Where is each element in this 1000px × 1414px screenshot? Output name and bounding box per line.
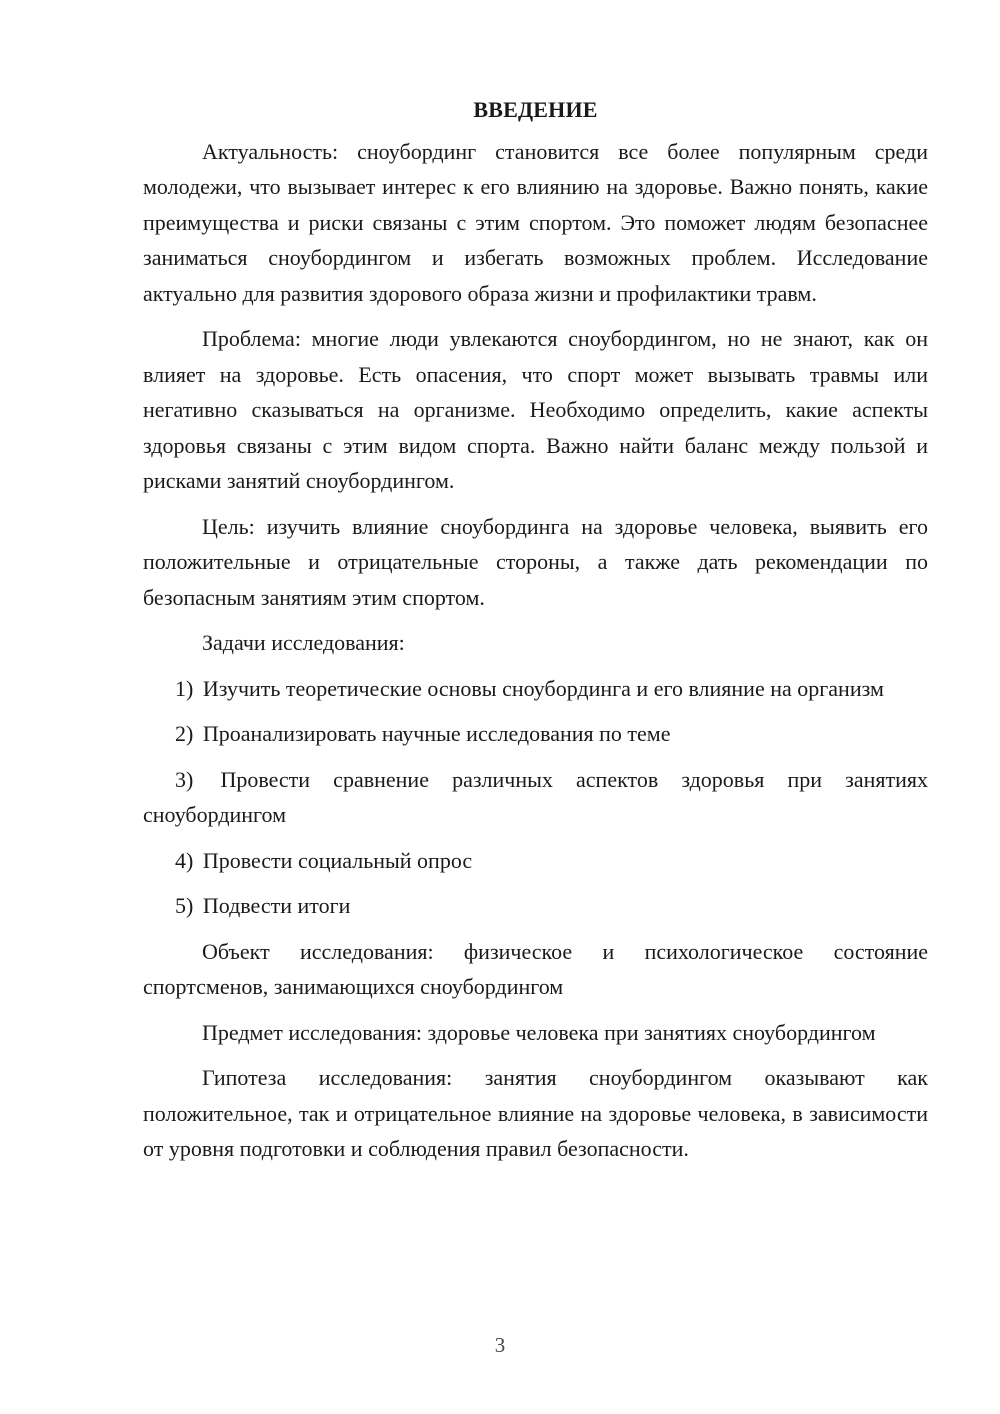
tasks-heading: Задачи исследования: — [202, 630, 405, 655]
list-item — [143, 671, 928, 707]
section-title: ВВЕДЕНИЕ — [473, 97, 598, 122]
list-item-number: 5) — [175, 893, 194, 918]
tasks-list — [143, 671, 928, 924]
problem-paragraph: Проблема: многие люди увлекаются сноубордингом, но не знают, как он влияет на здоровье. Есть опасения, что спорт может вызывать травмы или негативно сказываться на организме. Необходимо определить, какие аспекты здоровья связаны с этим видом спорта. Важно найти баланс между пользой и рисками занятий сноубордингом. — [143, 326, 928, 493]
hypothesis-paragraph: Гипотеза исследования: занятия сноубордингом оказывают как положительное, так и отрицательное влияние на здоровье человека, в зависимости от уровня подготовки и соблюдения правил безопасности. — [143, 1065, 928, 1161]
list-item-text: Провести сравнение различных аспектов здоровья при занятиях сноубордингом — [143, 766, 928, 827]
relevance-paragraph: Актуальность: сноубординг становится все более популярным среди молодежи, что вызывает интерес к его влиянию на здоровье. Важно понять, какие преимущества и риски связаны с этим спортом. Это поможет людям безопаснее заниматься сноубордингом и избегать возможных проблем. Исследование актуально для развития здорового образа жизни и профилактики травм. — [143, 138, 928, 306]
list-item — [143, 762, 928, 833]
subject-paragraph: Предмет исследования: здоровье человека при занятиях сноубордингом — [202, 1019, 876, 1045]
list-item-number: 2) — [175, 721, 194, 746]
page-number: 3 — [494, 1333, 506, 1357]
goal-paragraph: Цель: изучить влияние сноубординга на здоровье человека, выявить его положительные и отрицательные стороны, а также дать рекомендации по безопасным занятиям этим спортом. — [143, 513, 928, 610]
list-item — [143, 888, 928, 924]
list-item-text: Проанализировать научные исследования по теме — [202, 721, 671, 746]
list-item-text: Изучить теоретические основы сноубординга и его влияние на организм — [202, 675, 884, 701]
list-item — [143, 843, 928, 879]
list-item-number: 3) — [175, 766, 194, 792]
list-item-text: Подвести итоги — [202, 893, 351, 918]
document-page — [143, 92, 928, 1177]
list-item — [143, 716, 928, 752]
object-paragraph: Объект исследования: физическое и психологическое состояние спортсменов, занимающихся сноубордингом — [143, 938, 928, 999]
list-item-text: Провести социальный опрос — [202, 847, 473, 873]
list-item-number: 1) — [175, 675, 194, 701]
list-item-number: 4) — [175, 847, 194, 873]
